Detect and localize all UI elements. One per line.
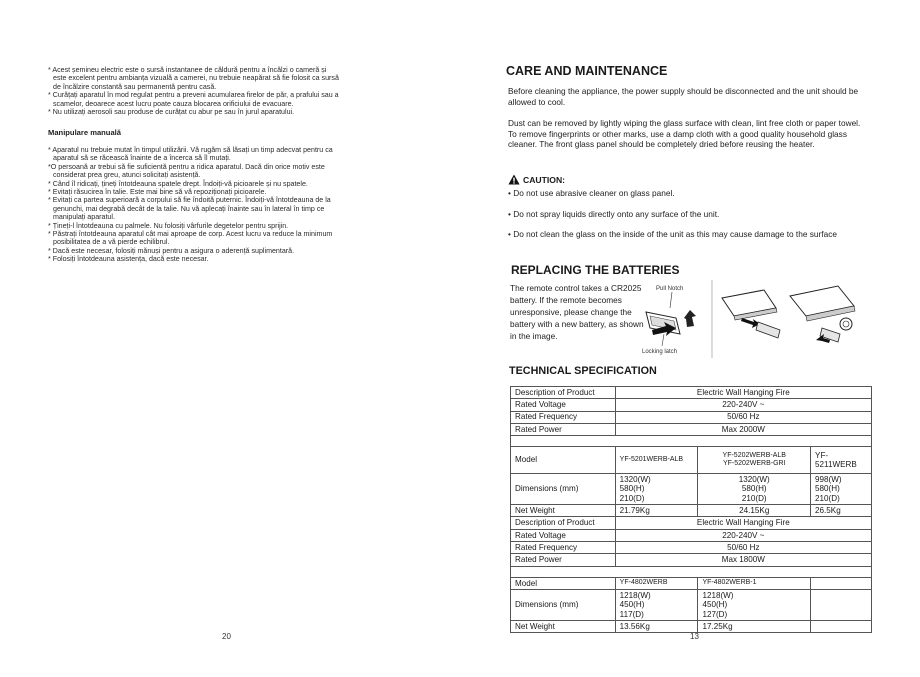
batteries-text: The remote control takes a CR2025 battery. If the remote becomes unresponsive, please change the battery with a new battery, as shown in the image. — [510, 283, 644, 341]
row-label: Dimensions (mm) — [511, 589, 616, 620]
bullet-text: * Evitați ca partea superioară a corpului să fie îndoită puternic. Îndoiți-vă întotdeauna de la — [48, 196, 331, 205]
row-label: Description of Product — [511, 517, 616, 529]
bullet-text: * Evitați răsucirea în talie. Este mai bine să vă repoziționați picioarele. — [48, 188, 267, 197]
manual-handling-heading: Manipulare manuală — [48, 128, 122, 137]
table-row — [511, 542, 872, 554]
bullet-text: de încălzire constantă sau permanentă pentru casă. — [53, 82, 217, 91]
page-number: 20 — [222, 632, 231, 641]
caution-heading — [508, 174, 565, 185]
dimension-cell — [615, 474, 698, 505]
table-cell: Electric Wall Hanging Fire — [615, 517, 871, 529]
dimension-value: 580(H) — [741, 484, 767, 494]
coin-battery-drawing — [840, 318, 852, 330]
dimension-cell — [698, 474, 811, 505]
bullet-text: * Folosiți întotdeauna asistența, dacă este necesar. — [48, 255, 209, 264]
caution-item: • Do not use abrasive cleaner on glass panel. — [508, 188, 675, 198]
dimension-value: 210(D) — [741, 493, 767, 503]
left-bullets-handling — [48, 146, 408, 264]
row-label: Model — [511, 577, 616, 589]
table-spacer-row — [511, 566, 872, 577]
model-cell — [698, 447, 811, 474]
dimension-value: 998(W) — [815, 474, 842, 484]
row-label: Dimensions (mm) — [511, 474, 616, 505]
bullet-text: manipulați aparatul. — [53, 213, 115, 222]
spacer-cell — [511, 566, 872, 577]
battery-tray-drawing — [756, 322, 780, 338]
dimension-value: 1320(W) — [619, 474, 651, 484]
battery-replacement-illustration — [640, 278, 872, 360]
weight-cell: 13.56Kg — [615, 620, 698, 632]
care-paragraph: Before cleaning the appliance, the power supply should be disconnected and the unit should be allowed to cool. — [508, 86, 859, 107]
dimension-value: 1218(W) — [619, 590, 651, 600]
bullet-text: * Aparatul nu trebuie mutat în timpul utilizării. Vă rugăm să lăsați un timp adecvat pentru ca — [48, 146, 333, 154]
bullet-text: aparatul să se răcească înainte de a încerca să îl mutați. — [53, 154, 231, 163]
table-row — [511, 517, 872, 529]
spacer-cell — [511, 436, 872, 447]
pull-notch-label: Pull Notch — [656, 286, 684, 292]
table-row — [511, 411, 872, 423]
bullet-text: posibilitatea de a vă pierde echilibrul. — [53, 238, 170, 247]
table-row — [511, 387, 872, 399]
bullet-text: * Când îl ridicați, țineți întotdeauna spatele drept. Îndoiți-vă picioarele și nu spatele. — [48, 179, 308, 188]
warning-icon — [508, 174, 520, 185]
row-label: Rated Voltage — [511, 529, 616, 541]
row-label: Rated Frequency — [511, 411, 616, 423]
caution-item: • Do not spray liquids directly onto any surface of the unit. — [508, 209, 720, 219]
weight-cell: 17.25Kg — [698, 620, 811, 632]
empty-cell — [811, 620, 872, 632]
dimension-value: 1218(W) — [702, 590, 734, 600]
row-label: Description of Product — [511, 387, 616, 399]
table-cell: 50/60 Hz — [615, 542, 871, 554]
table-cell: Electric Wall Hanging Fire — [615, 387, 871, 399]
bullet-text: * Păstrați întotdeauna aparatul cât mai aproape de corp. Acest lucru va reduce la minimum — [48, 230, 333, 239]
bullet-text: * Nu utilizați aerosoli sau produse de curățat cu abur pe sau în jurul aparatului. — [48, 108, 295, 117]
bullet-text: * Acest șemineu electric este o sursă instantanee de căldură pentru a încălzi o cameră și — [48, 66, 327, 74]
pull-notch-leader — [670, 292, 672, 308]
bullet-text: * Țineți-l întotdeauna cu palmele. Nu folosiți vârfurile degetelor pentru sprijin. — [48, 221, 289, 230]
dimension-value: 117(D) — [619, 609, 644, 619]
table-cell: Max 1800W — [615, 554, 871, 566]
bullet-text: * Dacă este necesar, folosiți mănuși pentru a asigura o aderență suplimentară. — [48, 246, 295, 255]
bullet-text: *O persoană ar trebui să fie suficientă pentru a ridica aparatul. Dacă din orice motiv este — [48, 162, 325, 171]
table-row — [511, 529, 872, 541]
table-cell: 50/60 Hz — [615, 411, 871, 423]
row-label: Rated Frequency — [511, 542, 616, 554]
table-cell: 220-240V ~ — [615, 399, 871, 411]
locking-latch-leader — [662, 334, 664, 346]
technical-specification-title: TECHNICAL SPECIFICATION — [509, 365, 657, 377]
dimension-value: 580(H) — [619, 484, 645, 494]
bullet-text: * Curățați aparatul în mod regulat pentru a preveni acumularea firelor de păr, a prafului sau a — [48, 91, 339, 100]
dimension-value: 580(H) — [815, 484, 840, 494]
weight-cell: 21.79Kg — [615, 505, 698, 517]
bullet-text: genunchi, mai degrabă decât de la talie. Nu vă aplecați înainte sau în lateral în timp ce — [53, 204, 325, 213]
row-label: Rated Voltage — [511, 399, 616, 411]
weight-cell: 24.15Kg — [698, 505, 811, 517]
row-label: Net Weight — [511, 505, 616, 517]
table-spacer-row — [511, 436, 872, 447]
caution-label: CAUTION: — [523, 174, 566, 185]
model-cell: YF-5201WERB-ALB — [615, 447, 698, 474]
dimension-value: 210(D) — [619, 493, 645, 503]
table-row — [511, 474, 872, 505]
dimension-value: 450(H) — [702, 600, 728, 610]
dimension-value: 127(D) — [702, 609, 728, 619]
care-paragraph: Dust can be removed by lightly wiping the glass surface with clean, lint free cloth or paper towel. To remove fingerprints or other marks, use a damp cloth with a good quality household glass cleaner. The front glass panel should be completely dried before reusing the heater. — [508, 118, 861, 150]
locking-latch-label: Locking latch — [642, 349, 678, 355]
row-label: Rated Power — [511, 423, 616, 435]
model-name: YF-5202WERB-ALB — [722, 451, 786, 459]
right-page — [460, 0, 920, 677]
specification-table — [510, 386, 872, 633]
dimension-value: 450(H) — [619, 600, 645, 610]
table-row — [511, 505, 872, 517]
left-bullets-general — [48, 66, 408, 116]
dimension-cell — [615, 589, 698, 620]
model-cell: YF-5211WERB — [811, 447, 872, 474]
bullet-text: scamelor, deoarece acest lucru poate cauza blocarea orificiului de evacuare. — [53, 99, 294, 108]
dimension-cell — [811, 474, 872, 505]
table-row — [511, 577, 872, 589]
table-row — [511, 589, 872, 620]
table-row — [511, 423, 872, 435]
table-row — [511, 620, 872, 632]
model-name: YF-5202WERB-GRI — [722, 460, 786, 468]
row-label: Rated Power — [511, 554, 616, 566]
dimension-value: 210(D) — [815, 493, 840, 503]
empty-cell — [811, 577, 872, 589]
model-cell: YF-4802WERB-1 — [698, 577, 811, 589]
replacing-batteries-title: REPLACING THE BATTERIES — [511, 263, 680, 277]
care-maintenance-title: CARE AND MAINTENANCE — [506, 64, 668, 78]
bullet-text: este excelent pentru ambianța vizuală a camerei, nu trebuie neapărat să fie folosit ca sursă — [53, 74, 339, 83]
page-number: 13 — [690, 632, 699, 641]
model-cell: YF-4802WERB — [615, 577, 698, 589]
table-row — [511, 399, 872, 411]
row-label: Model — [511, 447, 616, 474]
table-row — [511, 447, 872, 474]
dimension-cell — [698, 589, 811, 620]
row-label: Net Weight — [511, 620, 616, 632]
arrow-icon — [684, 310, 696, 327]
table-cell: 220-240V ~ — [615, 529, 871, 541]
weight-cell: 26.5Kg — [811, 505, 872, 517]
dimension-value: 1320(W) — [738, 474, 770, 484]
empty-cell — [811, 589, 872, 620]
table-row — [511, 554, 872, 566]
table-cell: Max 2000W — [615, 423, 871, 435]
bullet-text: considerat prea greu, atunci solicitați asistență. — [53, 171, 201, 180]
caution-item: • Do not clean the glass on the inside of the unit as this may cause damage to the surface — [508, 229, 837, 239]
